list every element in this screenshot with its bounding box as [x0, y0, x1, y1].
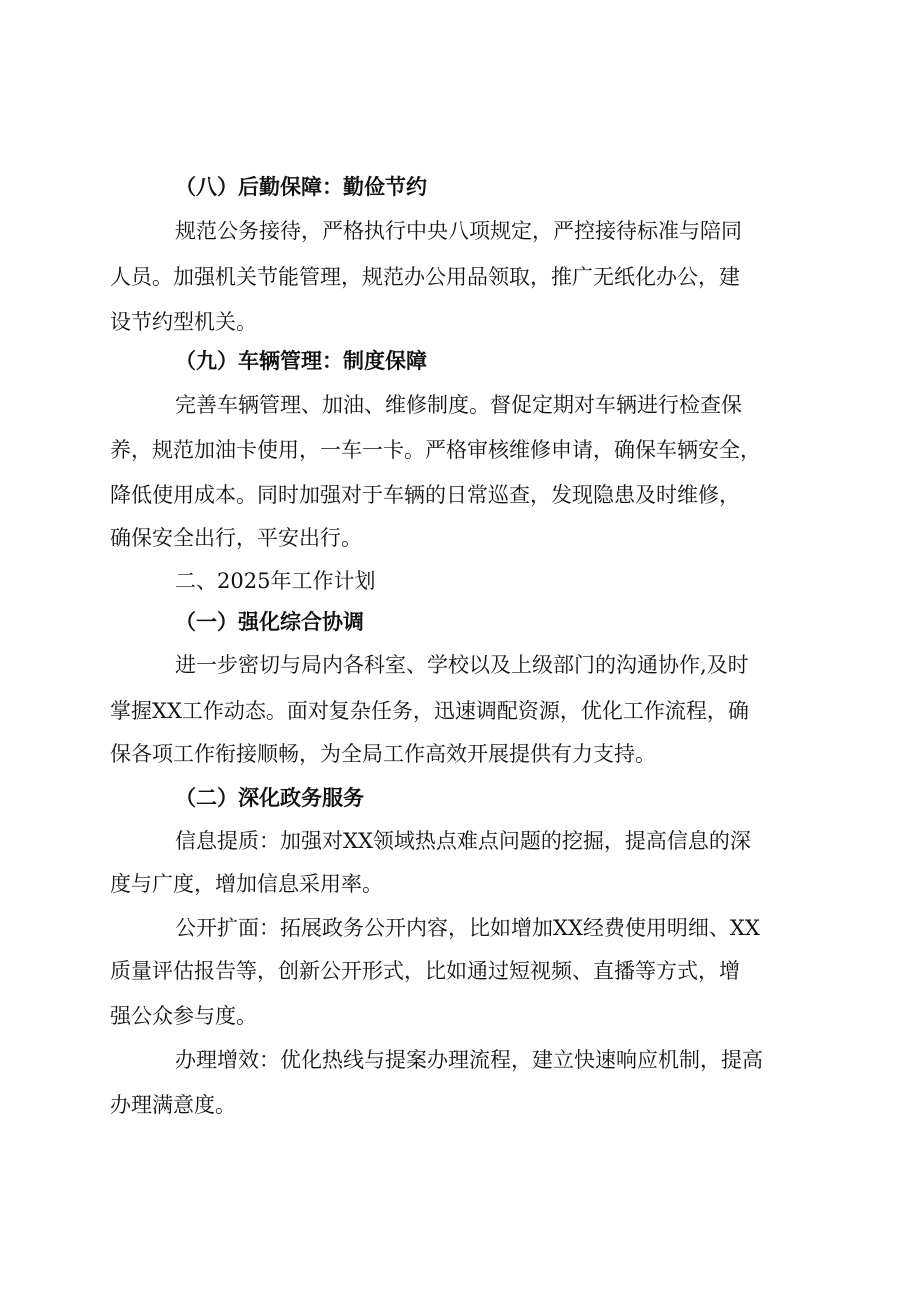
- paragraph-line: 确保安全出行，平安出行。: [110, 526, 362, 550]
- section-heading: （九）车辆管理：制度保障: [175, 349, 427, 373]
- section-heading: （一）强化综合协调: [175, 610, 364, 634]
- paragraph-line: 保各项工作衔接顺畅，为全局工作高效开展提供有力支持。: [110, 742, 656, 766]
- paragraph-line: 完善车辆管理、加油、维修制度。督促定期对车辆进行检查保: [175, 393, 742, 417]
- paragraph-line: 公开扩面：拓展政务公开内容，比如增加XX经费使用明细、XX: [175, 916, 760, 940]
- paragraph-line: 强公众参与度。: [110, 1004, 257, 1028]
- paragraph-line: 掌握XX工作动态。面对复杂任务，迅速调配资源，优化工作流程，确: [110, 699, 749, 723]
- paragraph-line: 降低使用成本。同时加强对于车辆的日常巡查，发现隐患及时维修，: [110, 483, 740, 507]
- paragraph-line: 质量评估报告等，创新公开形式，比如通过短视频、直播等方式，增: [110, 959, 740, 983]
- section-heading: （二）深化政务服务: [175, 786, 364, 810]
- paragraph-line: 度与广度，增加信息采用率。: [110, 872, 383, 896]
- part-title: 二、2025年工作计划: [175, 569, 376, 593]
- paragraph-line: 办理满意度。: [110, 1093, 236, 1117]
- paragraph-line: 规范公务接待，严格执行中央八项规定，严控接待标准与陪同: [175, 219, 742, 243]
- paragraph-line: 养，规范加油卡使用，一车一卡。严格审核维修申请，确保车辆安全，: [110, 438, 761, 462]
- paragraph-line: 设节约型机关。: [110, 310, 257, 334]
- paragraph-line: 人员。加强机关节能管理，规范办公用品领取，推广无纸化办公，建: [110, 265, 740, 289]
- section-heading: （八）后勤保障：勤俭节约: [175, 175, 427, 199]
- paragraph-line: 办理增效：优化热线与提案办理流程，建立快速响应机制，提高: [175, 1048, 763, 1072]
- paragraph-line: 进一步密切与局内各科室、学校以及上级部门的沟通协作,及时: [175, 653, 749, 677]
- paragraph-line: 信息提质：加强对XX领域热点难点问题的挖掘，提高信息的深: [175, 829, 751, 853]
